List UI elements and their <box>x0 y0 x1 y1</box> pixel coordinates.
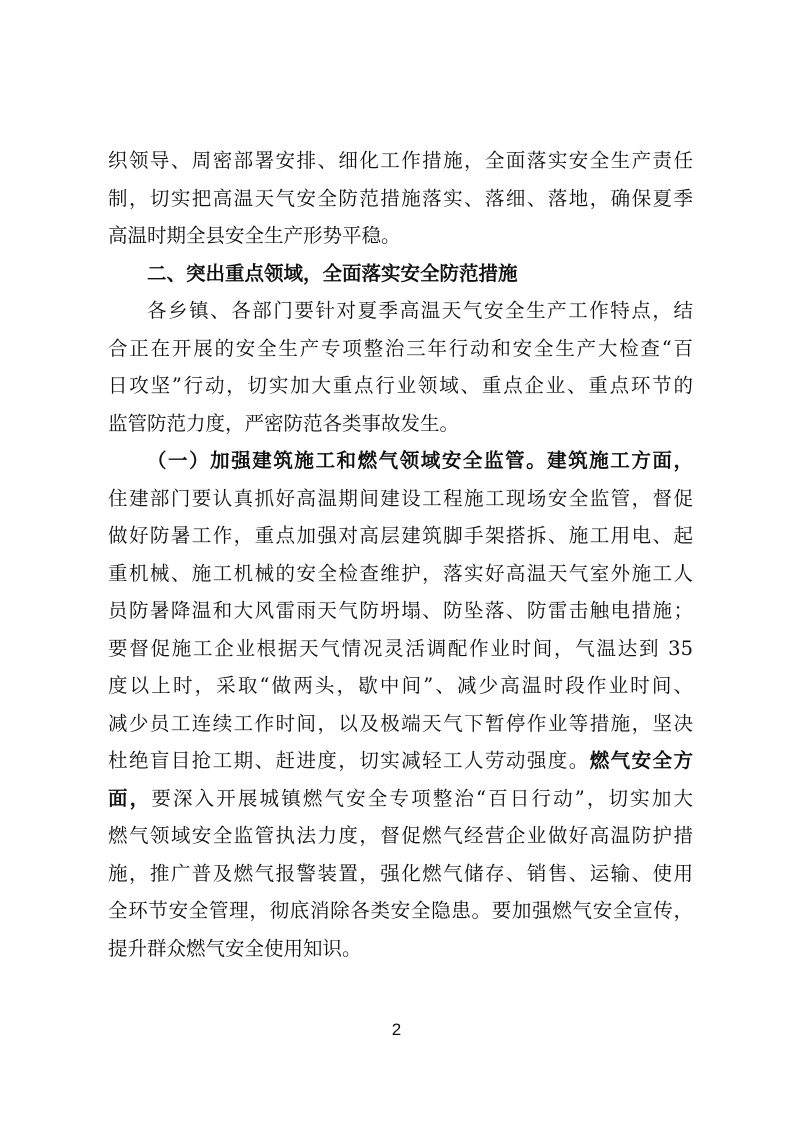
body-text: 杜绝盲目抢工期、赶进度，切实减轻工人劳动强度。 <box>108 749 590 772</box>
gas-safety-heading: 燃气安全方 <box>589 749 693 772</box>
body-line: 员防暑降温和大风雷雨天气防坍塌、防坠落、防雷击触电措施； <box>108 599 693 622</box>
body-line: 燃气领域安全监管执法力度，督促燃气经营企业做好高温防护措 <box>108 824 693 847</box>
body-line: 全环节安全管理，彻底消除各类安全隐患。要加强燃气安全宣传， <box>108 899 693 922</box>
body-line: 织领导、周密部署安排、细化工作措施，全面落实安全生产责任 <box>108 149 693 172</box>
body-line: 住建部门要认真抓好高温期间建设工程施工现场安全监管，督促 <box>108 486 693 510</box>
body-line: 制，切实把高温天气安全防范措施落实、落细、落地，确保夏季 <box>108 186 693 210</box>
section-heading: 二、突出重点领域，全面落实安全防范措施 <box>147 261 518 285</box>
body-line: 重机械、施工机械的安全检查维护，落实好高温天气室外施工人 <box>108 561 693 585</box>
body-line: 高温时期全县安全生产形势平稳。 <box>108 224 401 247</box>
document-body <box>108 142 693 967</box>
body-line: 监管防范力度，严密防范各类事故发生。 <box>108 411 460 435</box>
body-line: 减少员工连续工作时间，以及极端天气下暂停作业等措施，坚决 <box>108 711 693 735</box>
body-line: 做好防暑工作，重点加强对高层建筑脚手架搭拆、施工用电、起 <box>108 524 693 547</box>
body-line: 日攻坚”行动，切实加大重点行业领域、重点企业、重点环节的 <box>108 374 693 397</box>
body-text: 要深入开展城镇燃气安全专项整治“百日行动”，切实加大 <box>151 786 693 810</box>
body-line: 施，推广普及燃气报警装置，强化燃气储存、销售、运输、使用 <box>108 861 693 885</box>
body-line-mixed <box>108 780 693 818</box>
page-number: 2 <box>391 1020 402 1039</box>
body-line: 度以上时，采取“做两头，歇中间”、减少高温时段作业时间、 <box>108 674 693 697</box>
gas-safety-heading-end: 面， <box>108 786 152 810</box>
body-line: 合正在开展的安全生产专项整治三年行动和安全生产大检查“百 <box>108 336 693 360</box>
body-line-mixed <box>108 742 693 780</box>
body-line: 提升群众燃气安全使用知识。 <box>108 936 362 960</box>
body-line: 各乡镇、各部门要针对夏季高温天气安全生产工作特点，结 <box>147 299 693 322</box>
body-line: 要督促施工企业根据天气情况灵活调配作业时间，气温达到 35 <box>108 636 693 660</box>
subsection-heading: （一）加强建筑施工和燃气领域安全监管。建筑施工方面， <box>147 449 693 472</box>
